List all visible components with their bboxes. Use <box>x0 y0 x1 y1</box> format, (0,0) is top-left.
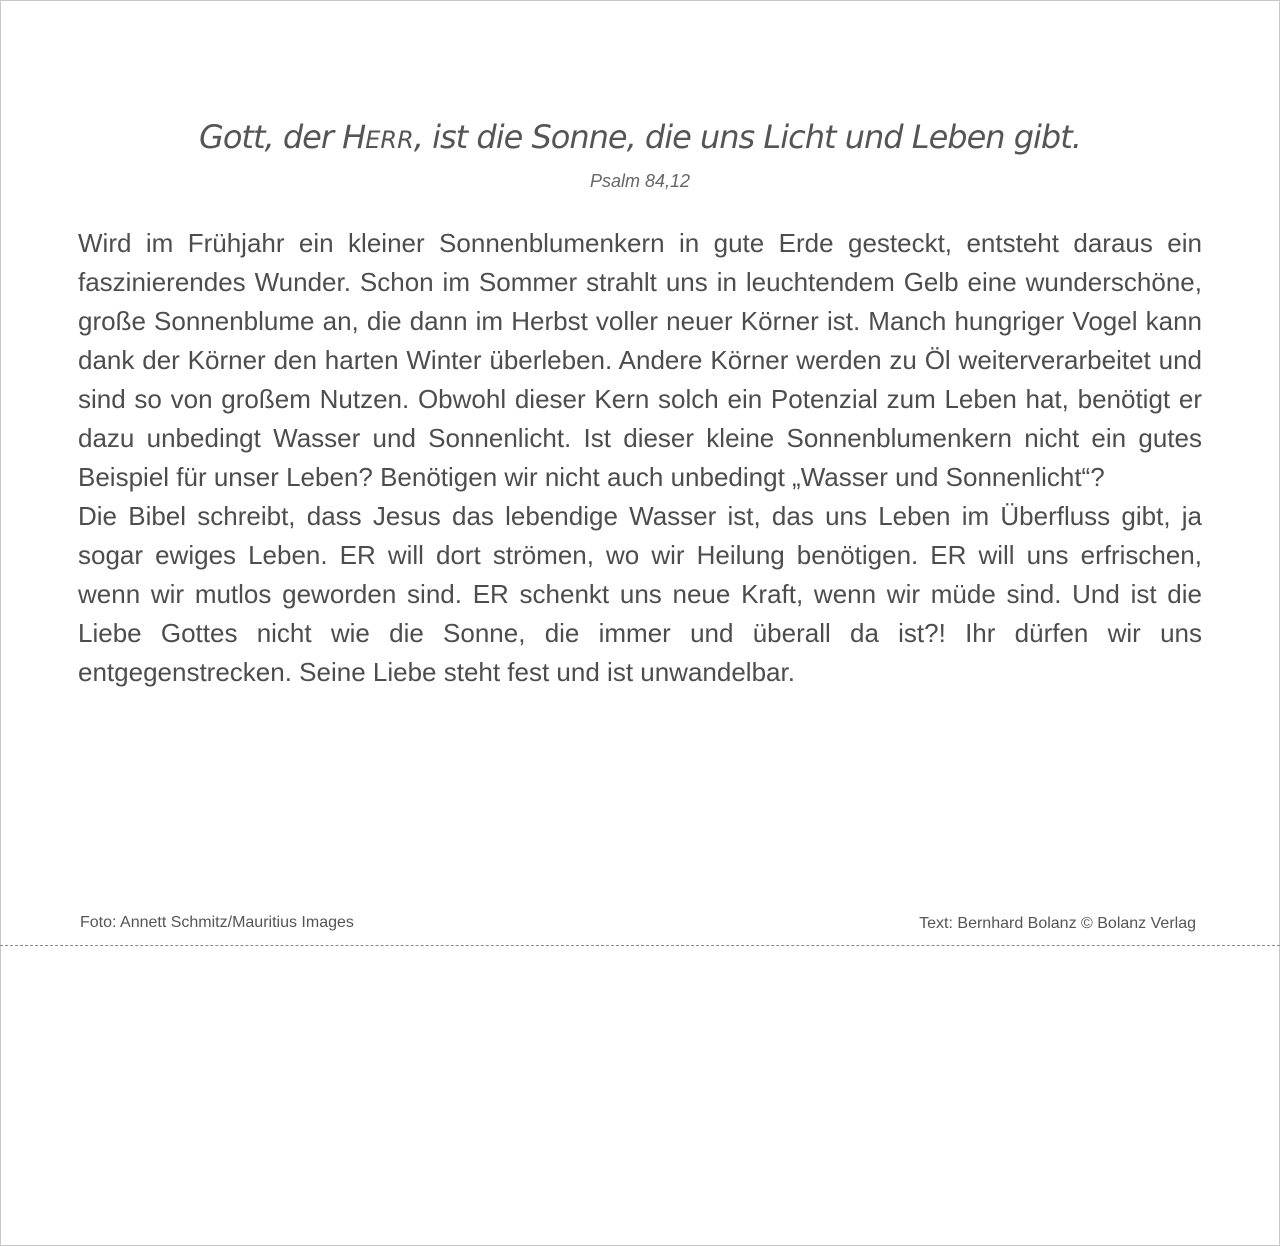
verse-reference: Psalm 84,12 <box>589 171 691 191</box>
devotional-body <box>78 224 1202 692</box>
body-paragraph-1: Wird im Frühjahr ein kleiner Sonnenblumenkern in gute Erde gesteckt, entsteht daraus ein faszinierendes Wunder. Schon im Sommer strahlt uns in leuchtendem Gelb eine wunderschöne, große Sonnenblume an, die dann im Herbst voller neuer Körner ist. Manch hungriger Vogel kann dank der Körner den harten Winter überleben. Andere Körner werden zu Öl weiterverarbeitet und sind so von großem Nutzen. Obwohl dieser Kern solch ein Potenzial zum Leben hat, benötigt er dazu unbedingt Wasser und Sonnenlicht. Ist dieser kleine Sonnenblumenkern nicht ein gutes Beispiel für unser Leben? Benötigen wir nicht auch unbedingt „Wasser und Sonnenlicht“? <box>78 228 1202 492</box>
dashed-cut-line <box>0 945 1280 946</box>
verse-text-start: Gott, der H <box>199 118 366 156</box>
verse-lord-smallcaps: ERR <box>365 126 414 154</box>
verse-heading <box>0 118 1280 156</box>
verse-text-end: , ist die Sonne, die uns Licht und Leben gibt. <box>413 118 1081 156</box>
body-paragraph-2: Die Bibel schreibt, dass Jesus das lebendige Wasser ist, das uns Leben im Überfluss gibt, ja sogar ewiges Leben. ER will dort strömen, wo wir Heilung benötigen. ER will uns erfrischen, wenn wir mutlos geworden sind. ER schenkt uns neue Kraft, wenn wir müde sind. Und ist die Liebe Gottes nicht wie die Sonne, die immer und überall da ist?! Ihr dürfen wir uns entgegenstrecken. Seine Liebe steht fest und ist unwandelbar. <box>78 501 1202 687</box>
text-credit: Text: Bernhard Bolanz © Bolanz Verlag <box>919 915 1196 932</box>
photo-credit: Foto: Annett Schmitz/Mauritius Images <box>80 914 354 931</box>
